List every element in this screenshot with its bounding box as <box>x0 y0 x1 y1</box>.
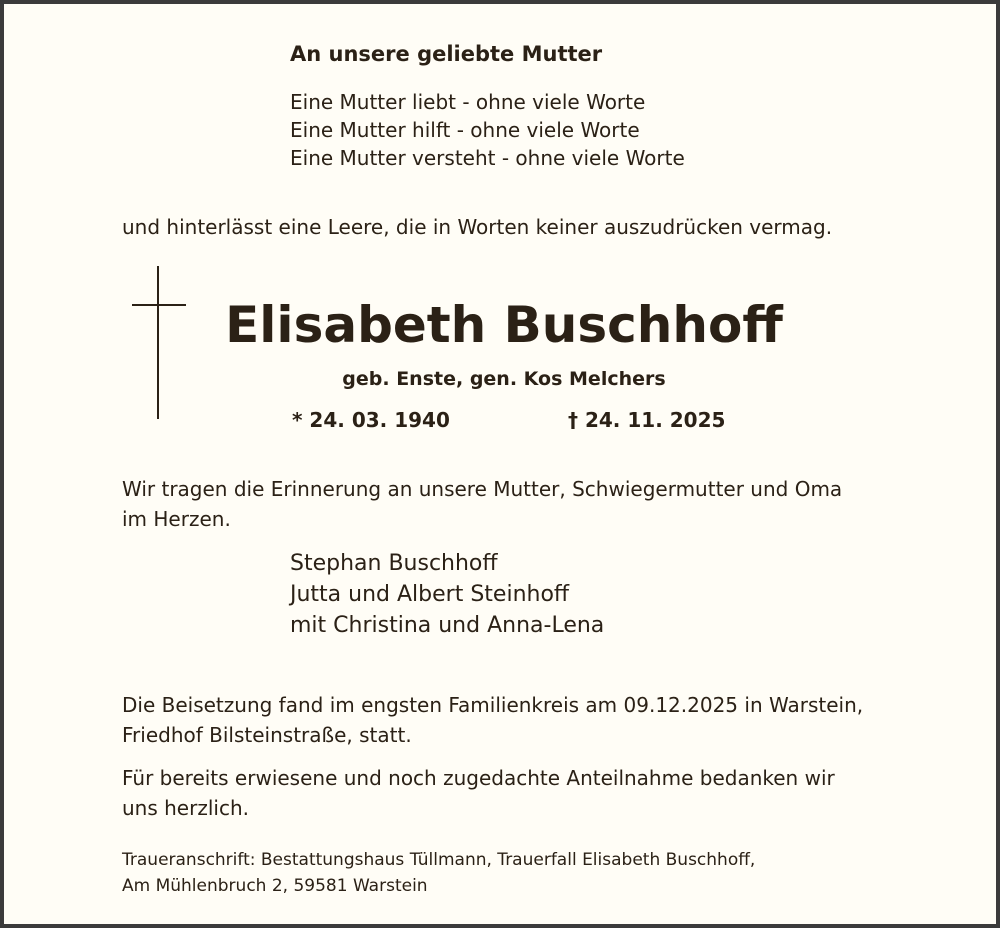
family-signatures <box>290 548 604 641</box>
dank-paragraph <box>122 763 912 823</box>
traueranschrift <box>122 847 755 899</box>
paragraph-line: Die Beisetzung fand im engsten Familienkreis am 09.12.2025 in Warstein, <box>122 693 864 717</box>
address-line: Am Mühlenbruch 2, 59581 Warstein <box>122 876 428 896</box>
paragraph-line: Friedhof Bilsteinstraße, statt. <box>122 723 412 747</box>
erinnerung-paragraph <box>122 474 912 534</box>
birth-name: geb. Enste, gen. Kos Melchers <box>342 368 666 390</box>
address-line: Traueranschrift: Bestattungshaus Tüllmann, Trauerfall Elisabeth Buschhoff, <box>122 850 756 870</box>
beisetzung-paragraph <box>122 690 912 750</box>
poem <box>290 88 685 172</box>
paragraph-line: im Herzen. <box>122 507 231 531</box>
poem-line: Eine Mutter hilft - ohne viele Worte <box>290 118 640 142</box>
leere-line: und hinterlässt eine Leere, die in Worten keiner auszudrücken vermag. <box>122 215 833 239</box>
poem-line: Eine Mutter liebt - ohne viele Worte <box>290 90 646 114</box>
birth-date: * 24. 03. 1940 <box>292 408 450 432</box>
poem-line: Eine Mutter versteht - ohne viele Worte <box>290 146 685 170</box>
paragraph-line: uns herzlich. <box>122 796 249 820</box>
paragraph-line: Für bereits erwiesene und noch zugedachte Anteilnahme bedanken wir <box>122 766 835 790</box>
family-member: mit Christina und Anna-Lena <box>290 613 605 638</box>
deceased-name: Elisabeth Buschhoff <box>225 296 783 354</box>
paragraph-line: Wir tragen die Erinnerung an unsere Mutter, Schwiegermutter und Oma <box>122 477 843 501</box>
death-date: † 24. 11. 2025 <box>568 408 726 432</box>
family-member: Jutta und Albert Steinhoff <box>290 582 570 607</box>
heading: An unsere geliebte Mutter <box>290 42 603 66</box>
family-member: Stephan Buschhoff <box>290 551 498 576</box>
